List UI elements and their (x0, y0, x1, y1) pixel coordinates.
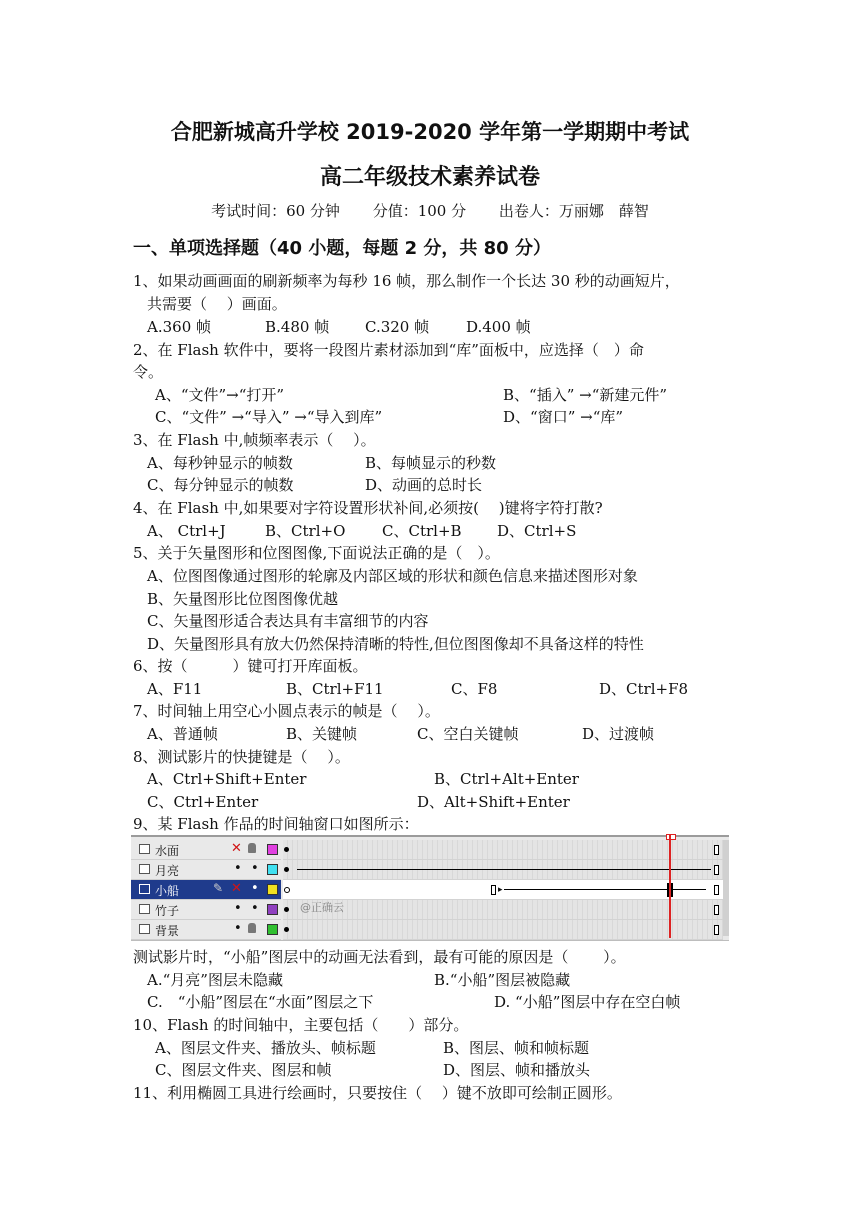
layer-row-water (131, 840, 281, 860)
end-frame (714, 925, 719, 935)
q10-option-c: C、图层文件夹、图层和帧 (155, 1061, 332, 1079)
layer-icon (139, 924, 150, 934)
layer-row-boat (131, 880, 281, 900)
q10-option-d: D、图层、帧和播放头 (443, 1061, 591, 1079)
q5-option-c: C、矢量图形适合表达具有丰富细节的内容 (147, 612, 429, 630)
q6-option-d: D、Ctrl+F8 (599, 680, 689, 698)
unlocked-dot-icon: • (251, 881, 259, 896)
unlocked-dot-icon: • (251, 861, 259, 876)
layer-row-moon (131, 860, 281, 880)
watermark-text: @正确云 (300, 901, 344, 914)
q10-option-a: A、图层文件夹、播放头、帧标题 (155, 1039, 376, 1057)
q4-option-b: B、Ctrl+O (265, 522, 346, 540)
end-frame (714, 845, 719, 855)
q6-option-c: C、F8 (451, 680, 498, 698)
hidden-x-icon: ✕ (231, 841, 242, 856)
end-frame (714, 905, 719, 915)
frame-row (283, 860, 723, 880)
playhead-cap (666, 834, 676, 840)
q3-option-c: C、每分钟显示的帧数 (147, 476, 294, 494)
layer-icon (139, 884, 150, 894)
exam-subtitle: 高二年级技术素养试卷 (319, 165, 540, 190)
keyframe (284, 867, 289, 872)
q10-option-b: B、图层、帧和帧标题 (443, 1039, 590, 1057)
q6-option-b: B、Ctrl+F11 (286, 680, 384, 698)
hidden-x-icon: ✕ (231, 881, 242, 896)
exam-time: 考试时间：60 分钟 (211, 202, 340, 220)
q7-option-d: D、过渡帧 (582, 725, 655, 743)
q3-option-a: A、每秒钟显示的帧数 (147, 454, 293, 472)
layer-row-bamboo (131, 900, 281, 920)
q8-option-c: C、Ctrl+Enter (147, 793, 259, 811)
q4-option-a: A、 Ctrl+J (147, 522, 226, 540)
flash-timeline-figure (131, 835, 729, 941)
q8-stem: 8、测试影片的快捷键是（ ）。 (133, 748, 350, 766)
frame-row (283, 840, 723, 860)
end-frame (714, 865, 719, 875)
q7-option-c: C、空白关键帧 (417, 725, 519, 743)
layer-color-swatch (267, 924, 278, 935)
layer-color-swatch (267, 864, 278, 875)
frame-row (283, 920, 723, 940)
q4-option-c: C、Ctrl+B (382, 522, 462, 540)
q5-option-b: B、矢量图形比位图图像优越 (147, 590, 339, 608)
layer-icon (139, 864, 150, 874)
q2-option-a: A、“文件”→“打开” (155, 386, 285, 404)
q9-stem: 9、某 Flash 作品的时间轴窗口如图所示： (133, 815, 419, 833)
frame-row-boat (283, 880, 723, 900)
exam-title: 合肥新城高升学校 2019-2020 学年第一学期期中考试 (170, 120, 690, 144)
playhead (669, 834, 671, 938)
timeline-scrollbar (723, 840, 729, 936)
layer-color-swatch (267, 884, 278, 895)
section-heading: 一、单项选择题（40 小题，每题 2 分，共 80 分） (133, 238, 551, 259)
q1-option-b: B.480 帧 (265, 318, 330, 336)
q2-stem: 2、在 Flash 软件中，要将一段图片素材添加到“库”面板中，应选择（ ）命 (133, 341, 644, 359)
q3-stem: 3、在 Flash 中,帧频率表示（ ）。 (133, 431, 376, 449)
q2-option-b: B、“插入” →“新建元件” (503, 386, 668, 404)
q2-option-d: D、“窗口” →“库” (503, 408, 624, 426)
tween-arrow: ▸ (498, 886, 710, 893)
layer-name: 小船 (155, 884, 180, 898)
end-frame (491, 885, 496, 895)
lock-icon (248, 923, 256, 933)
q9-option-a: A.“月亮”图层未隐藏 (147, 971, 283, 989)
exam-meta (0, 200, 860, 221)
q6-option-a: A、F11 (147, 680, 203, 698)
layer-name: 竹子 (155, 904, 180, 918)
q10-stem: 10、Flash 的时间轴中，主要包括（ ）部分。 (133, 1016, 469, 1034)
q7-option-a: A、普通帧 (147, 725, 218, 743)
q5-stem: 5、关于矢量图形和位图图像,下面说法正确的是（ ）。 (133, 544, 500, 562)
exam-author: 出卷人：万丽娜 薛智 (498, 202, 649, 220)
q8-option-b: B、Ctrl+Alt+Enter (434, 770, 579, 788)
q9-option-b: B.“小船”图层被隐藏 (434, 971, 571, 989)
timeline-frames (283, 840, 723, 936)
keyframe (284, 847, 289, 852)
layer-color-swatch (267, 844, 278, 855)
layer-icon (139, 904, 150, 914)
lock-icon (248, 843, 256, 853)
q9-stem-cont: 测试影片时，“小船”图层中的动画无法看到，最有可能的原因是（ ）。 (133, 948, 626, 966)
q11-stem: 11、利用椭圆工具进行绘画时，只要按住（ ）键不放即可绘制正圆形。 (133, 1084, 622, 1102)
q5-option-d: D、矢量图形具有放大仍然保持清晰的特性,但位图图像却不具备这样的特性 (147, 635, 644, 653)
timeline-layer-list (131, 840, 281, 940)
q9-option-c: C. “小船”图层在“水面”图层之下 (147, 993, 374, 1011)
unlocked-dot-icon: • (251, 901, 259, 916)
q3-option-d: D、动画的总时长 (365, 476, 483, 494)
layer-row-background (131, 920, 281, 940)
q8-option-d: D、Alt+Shift+Enter (417, 793, 570, 811)
q1-option-d: D.400 帧 (466, 318, 531, 336)
q8-option-a: A、Ctrl+Shift+Enter (147, 770, 307, 788)
visible-dot-icon: • (234, 921, 242, 936)
q1-option-c: C.320 帧 (365, 318, 430, 336)
q1-stem-cont: 共需要（ ）画面。 (147, 295, 287, 313)
end-frame (714, 885, 719, 895)
layer-name: 月亮 (155, 864, 180, 878)
q7-option-b: B、关键帧 (286, 725, 358, 743)
keyframe (284, 907, 289, 912)
pencil-icon: ✎ (213, 881, 224, 895)
visible-dot-icon: • (234, 861, 242, 876)
q3-option-b: B、每帧显示的秒数 (365, 454, 497, 472)
layer-name: 水面 (155, 844, 180, 858)
layer-icon (139, 844, 150, 854)
q7-stem: 7、时间轴上用空心小圆点表示的帧是（ ）。 (133, 702, 440, 720)
layer-color-swatch (267, 904, 278, 915)
keyframe (284, 927, 289, 932)
blank-keyframe (284, 887, 290, 893)
visible-dot-icon: • (234, 901, 242, 916)
q4-stem: 4、在 Flash 中,如果要对字符设置形状补间,必须按( )键将字符打散? (133, 499, 603, 517)
layer-name: 背景 (155, 924, 180, 938)
q2-option-c: C、“文件” →“导入” →“导入到库” (155, 408, 383, 426)
q9-option-d: D. “小船”图层中存在空白帧 (494, 993, 681, 1011)
q5-option-a: A、位图图像通过图形的轮廓及内部区域的形状和颜色信息来描述图形对象 (147, 567, 638, 585)
q1-option-a: A.360 帧 (147, 318, 211, 336)
q1-stem: 1、如果动画画面的刷新频率为每秒 16 帧，那么制作一个长达 30 秒的动画短片， (133, 272, 680, 290)
tween-arrow (291, 866, 715, 873)
q6-stem: 6、按（ ）键可打开库面板。 (133, 657, 368, 675)
frame-row (283, 900, 723, 920)
q4-option-d: D、Ctrl+S (497, 522, 577, 540)
exam-score: 分值：100 分 (372, 202, 467, 220)
q2-stem-cont: 令。 (133, 363, 164, 381)
